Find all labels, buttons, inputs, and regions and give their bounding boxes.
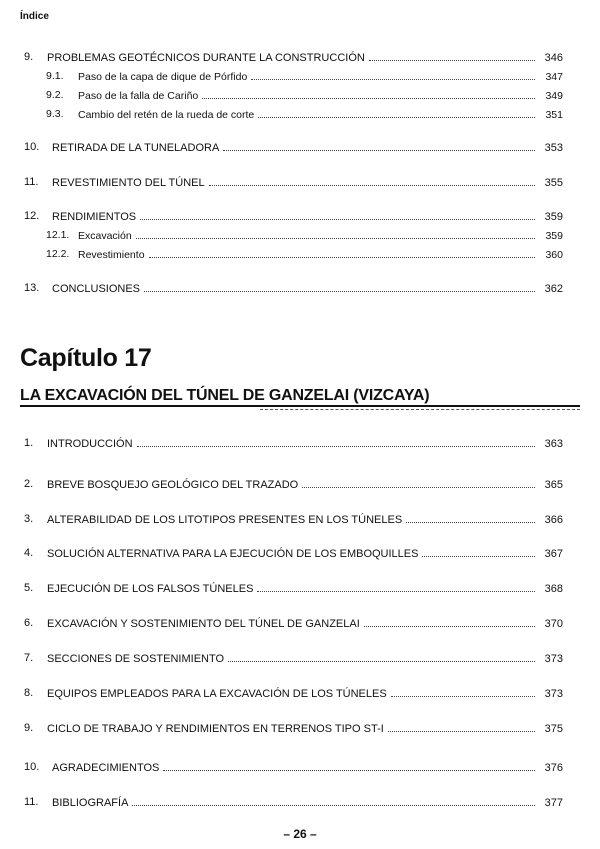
- toc-entry: [0, 759, 600, 775]
- toc-entry-title: Revestimiento: [78, 249, 145, 261]
- toc-entry-title: Cambio del retén de la rueda de corte: [78, 109, 255, 121]
- toc-entry-page: 365: [544, 479, 563, 491]
- toc-entry-title: ALTERABILIDAD DE LOS LITOTIPOS PRESENTES EN LOS TÚNELES: [47, 514, 403, 526]
- toc-entry-page: 353: [544, 142, 563, 154]
- toc-entry-title: SECCIONES DE SOSTENIMIENTO: [47, 653, 225, 665]
- dot-leader: [209, 174, 535, 186]
- toc-entry-page: 366: [544, 514, 563, 526]
- toc-entry-number: 4.: [24, 547, 34, 559]
- dot-leader: [388, 720, 535, 732]
- toc-entry: [0, 174, 600, 190]
- toc-entry-title: EQUIPOS EMPLEADOS PARA LA EXCAVACIÓN DE LOS TÚNELES: [47, 688, 387, 700]
- dot-leader: [422, 545, 535, 557]
- toc-entry-page: 351: [545, 109, 563, 121]
- toc-entry-title: RETIRADA DE LA TUNELADORA: [52, 142, 220, 154]
- toc-entry-title: PROBLEMAS GEOTÉCNICOS DURANTE LA CONSTRUCCIÓN: [47, 52, 365, 64]
- toc-entry-number: 9.: [24, 51, 34, 63]
- chapter-title-rule: [20, 405, 580, 407]
- toc-entry: [0, 685, 600, 701]
- dot-leader: [144, 280, 535, 292]
- toc-entry-title: EXCAVACIÓN Y SOSTENIMIENTO DEL TÚNEL DE GANZELAI: [47, 618, 360, 630]
- dot-leader: [369, 49, 535, 61]
- toc-entry: [0, 280, 600, 296]
- chapter-title: LA EXCAVACIÓN DEL TÚNEL DE GANZELAI (VIZCAYA): [20, 387, 430, 404]
- toc-entry-page: 362: [544, 283, 563, 295]
- toc-entry: [0, 139, 600, 155]
- toc-entry-number: 13.: [24, 282, 40, 294]
- dot-leader: [149, 246, 535, 258]
- toc-entry-page: 370: [544, 618, 563, 630]
- toc-entry-number: 12.: [24, 210, 40, 222]
- dot-leader: [137, 435, 535, 447]
- toc-entry-title: Excavación: [78, 230, 132, 242]
- toc-entry-number: 12.2.: [46, 248, 70, 260]
- toc-entry-page: 373: [544, 688, 563, 700]
- toc-entry-page: 347: [545, 71, 563, 83]
- toc-entry-title: BREVE BOSQUEJO GEOLÓGICO DEL TRAZADO: [47, 479, 299, 491]
- toc-entry-number: 10.: [24, 141, 40, 153]
- toc-entry: [0, 580, 600, 596]
- toc-entry-number: 11.: [24, 796, 39, 808]
- toc-entry: [0, 720, 600, 736]
- toc-entry-page: 360: [545, 249, 563, 261]
- toc-entry-number: 9.3.: [46, 108, 64, 120]
- running-head: Índice: [20, 11, 49, 22]
- toc-entry: [0, 49, 600, 65]
- toc-entry-number: 2.: [24, 478, 34, 490]
- chapter-title-rule-dashed: [260, 409, 580, 410]
- toc-entry: [0, 794, 600, 810]
- toc-subentry: [0, 87, 600, 103]
- toc-subentry: [0, 227, 600, 243]
- toc-entry-page: 359: [544, 211, 563, 223]
- toc-entry-title: REVESTIMIENTO DEL TÚNEL: [52, 177, 205, 189]
- toc-subentry: [0, 246, 600, 262]
- toc-entry-page: 349: [545, 90, 563, 102]
- toc-entry-page: 363: [544, 438, 563, 450]
- dot-leader: [202, 87, 535, 99]
- toc-entry-page: 373: [544, 653, 563, 665]
- toc-entry-page: 368: [544, 583, 563, 595]
- toc-entry-title: Paso de la capa de dique de Pórfido: [78, 71, 248, 83]
- dot-leader: [132, 794, 535, 806]
- dot-leader: [257, 580, 535, 592]
- toc-entry-title: CICLO DE TRABAJO Y RENDIMIENTOS EN TERRENOS TIPO ST-I: [47, 723, 384, 735]
- toc-subentry: [0, 106, 600, 122]
- toc-entry-number: 6.: [24, 617, 34, 629]
- dot-leader: [163, 759, 535, 771]
- toc-entry-number: 12.1.: [46, 229, 70, 241]
- dot-leader: [364, 615, 535, 627]
- toc-entry-title: BIBLIOGRAFÍA: [52, 797, 129, 809]
- dot-leader: [228, 650, 535, 662]
- toc-entry: [0, 208, 600, 224]
- toc-entry-number: 8.: [24, 687, 34, 699]
- toc-subentry: [0, 68, 600, 84]
- toc-entry-number: 11.: [24, 176, 39, 188]
- toc-entry: [0, 435, 600, 451]
- dot-leader: [136, 227, 535, 239]
- toc-entry-page: 367: [544, 548, 563, 560]
- dot-leader: [140, 208, 535, 220]
- dot-leader: [258, 106, 535, 118]
- toc-entry-page: 376: [544, 762, 563, 774]
- dot-leader: [223, 139, 535, 151]
- dot-leader: [251, 68, 535, 80]
- toc-entry-title: INTRODUCCIÓN: [47, 438, 133, 450]
- toc-entry-page: 375: [544, 723, 563, 735]
- toc-entry: [0, 545, 600, 561]
- toc-entry-number: 7.: [24, 652, 34, 664]
- toc-entry-page: 355: [544, 177, 563, 189]
- toc-entry: [0, 615, 600, 631]
- dot-leader: [391, 685, 535, 697]
- toc-entry-title: SOLUCIÓN ALTERNATIVA PARA LA EJECUCIÓN DE LOS EMBOQUILLES: [47, 548, 419, 560]
- toc-entry-title: Paso de la falla de Cariño: [78, 90, 199, 102]
- dot-leader: [302, 476, 535, 488]
- toc-entry-page: 346: [544, 52, 563, 64]
- chapter-number: Capítulo 17: [20, 344, 152, 372]
- toc-entry: [0, 650, 600, 666]
- toc-entry-page: 359: [545, 230, 563, 242]
- toc-entry-number: 9.: [24, 722, 34, 734]
- toc-entry-title: RENDIMIENTOS: [52, 211, 137, 223]
- dot-leader: [406, 511, 535, 523]
- toc-entry-title: CONCLUSIONES: [52, 283, 141, 295]
- toc-entry: [0, 511, 600, 527]
- toc-entry-number: 5.: [24, 582, 34, 594]
- toc-entry-number: 10.: [24, 761, 40, 773]
- toc-entry: [0, 476, 600, 492]
- toc-entry-number: 9.2.: [46, 89, 64, 101]
- toc-entry-title: AGRADECIMIENTOS: [52, 762, 160, 774]
- toc-entry-number: 1.: [24, 437, 34, 449]
- toc-entry-page: 377: [544, 797, 563, 809]
- toc-entry-title: EJECUCIÓN DE LOS FALSOS TÚNELES: [47, 583, 254, 595]
- toc-entry-number: 9.1.: [46, 70, 64, 82]
- page-number: – 26 –: [283, 827, 317, 841]
- toc-entry-number: 3.: [24, 513, 34, 525]
